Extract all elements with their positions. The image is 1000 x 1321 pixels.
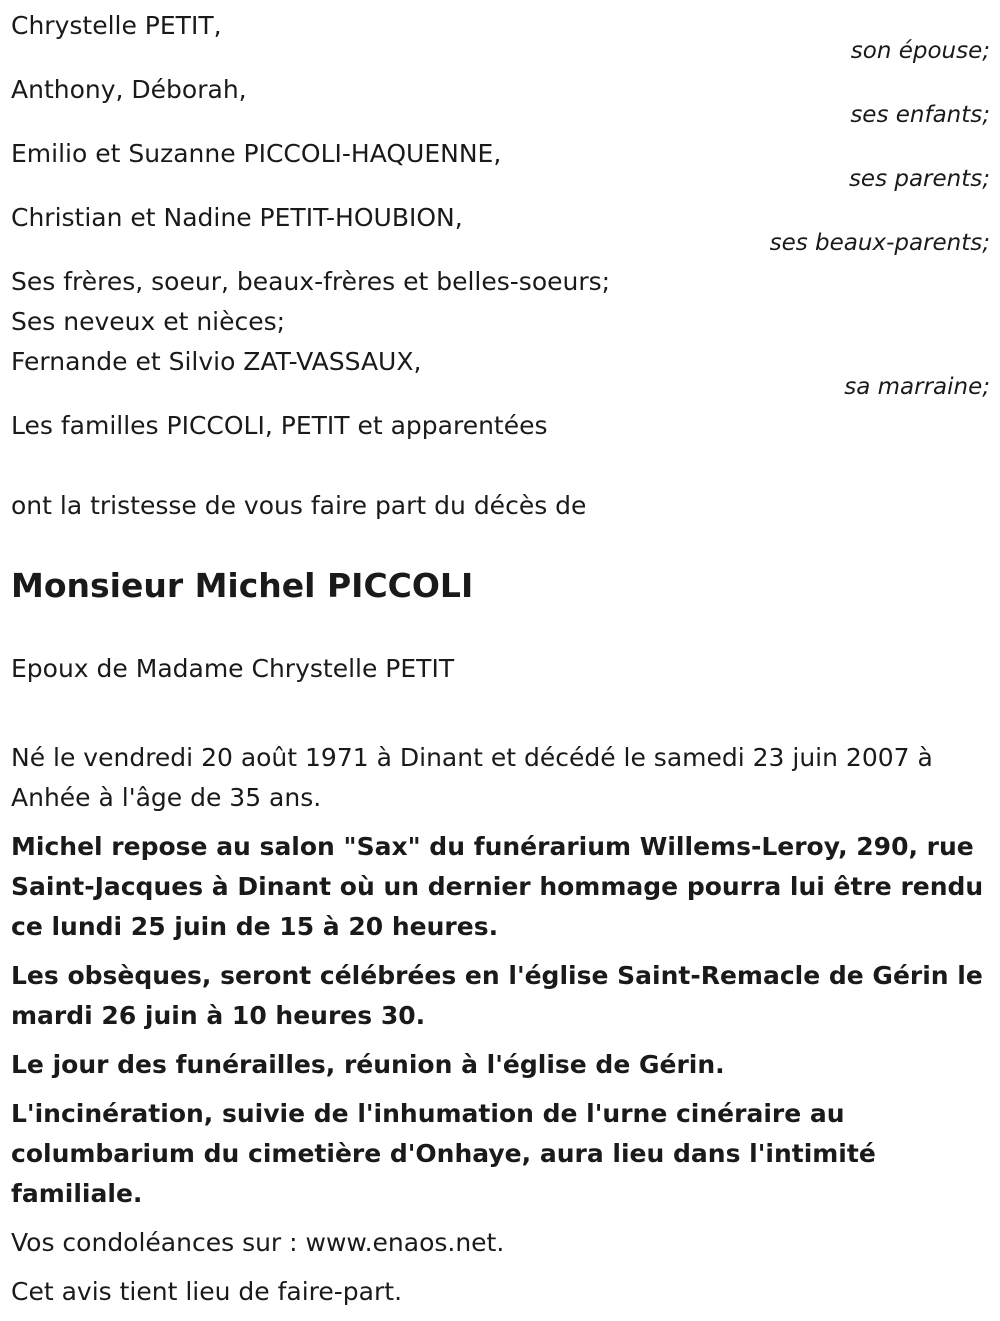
siblings-line: Ses frères, soeur, beaux-frères et belles-soeurs; [11,267,611,296]
announcement-text: ont la tristesse de vous faire part du décès de [11,491,587,520]
condolences-line: Vos condoléances sur : www.enaos.net. [11,1228,505,1257]
meeting-paragraph: Le jour des funérailles, réunion à l'église de Gérin. [11,1050,725,1079]
children-role: ses enfants; [850,102,990,128]
parents-role: ses parents; [848,166,990,192]
viewing-paragraph: Michel repose au salon "Sax" du funérarium Willems-Leroy, 290, rue Saint-Jacques à Dinant où un dernier hommage pourra lui être rendu ce lundi 25 juin de 15 à 20 heures. [11,832,984,941]
inlaws-role: ses beaux-parents; [769,230,990,256]
obituary-notice [11,0,990,1312]
birth-death-paragraph: Né le vendredi 20 août 1971 à Dinant et décédé le samedi 23 juin 2007 à Anhée à l'âge de 35 ans. [11,743,933,812]
godparents-role: sa marraine; [844,374,990,400]
funeral-paragraph: Les obsèques, seront célébrées en l'église Saint-Remacle de Gérin le mardi 26 juin à 10 heures 30. [11,961,983,1030]
spouse-role: son épouse; [850,38,990,64]
notice-line: Cet avis tient lieu de faire-part. [11,1277,403,1306]
families-line: Les familles PICCOLI, PETIT et apparentées [11,411,548,440]
parents-names: Emilio et Suzanne PICCOLI-HAQUENNE, [11,139,502,168]
children-names: Anthony, Déborah, [11,75,247,104]
spouse-name: Chrystelle PETIT, [11,11,222,40]
godparents-names: Fernande et Silvio ZAT-VASSAUX, [11,347,422,376]
deceased-name: Monsieur Michel PICCOLI [11,566,474,605]
inlaws-names: Christian et Nadine PETIT-HOUBION, [11,203,463,232]
spouse-of-line: Epoux de Madame Chrystelle PETIT [11,654,455,683]
cremation-paragraph: L'incinération, suivie de l'inhumation de l'urne cinéraire au columbarium du cimetière d'Onhaye, aura lieu dans l'intimité familiale. [11,1099,876,1208]
nephews-line: Ses neveux et nièces; [11,307,286,336]
